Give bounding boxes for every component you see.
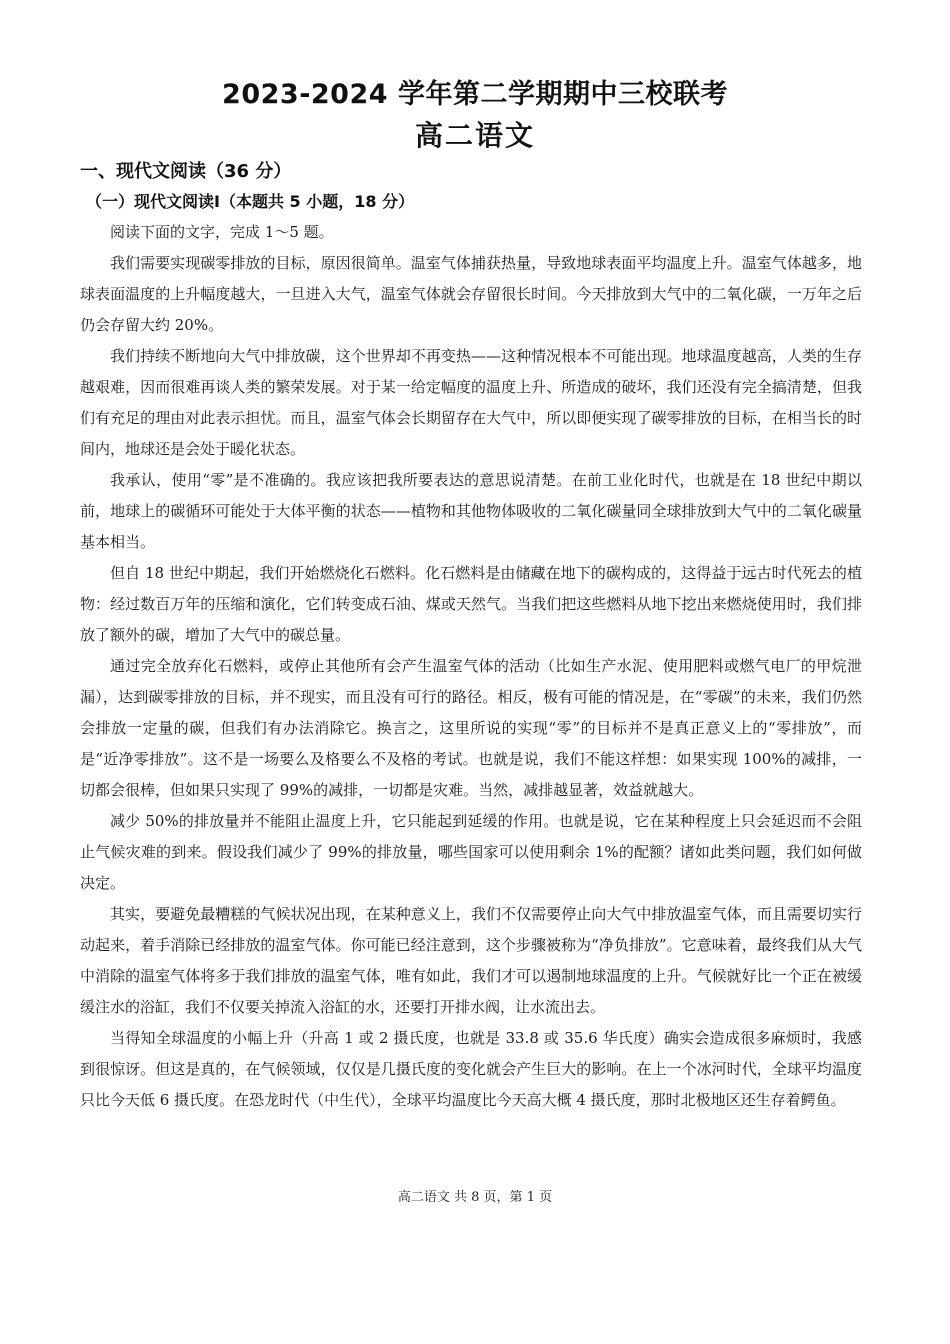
passage-paragraph: 当得知全球温度的小幅上升（升高 1 或 2 摄氏度，也就是 33.8 或 35.6 华氏度）确实会造成很多麻烦时，我感到很惊讶。但这是真的，在气候领域，仅仅是几摄氏度的变化就会产生巨大的影响。在上一个冰河时代，全球平均温度只比今天低 6 摄氏度。在恐龙时代（中生代），全球平均温度比今天高大概 4 摄氏度，那时北极地区还生存着鳄鱼。 <box>80 1029 862 1109</box>
passage-paragraph: 我承认，使用“零”是不准确的。我应该把我所要表达的意思说清楚。在前工业化时代，也就是在 18 世纪中期以前，地球上的碳循环可能处于大体平衡的状态——植物和其他物体吸收的二氧化碳量同全球排放到大气中的二氧化碳量基本相当。 <box>80 471 862 551</box>
exam-title: 2023-2024 学年第二学期期中三校联考 <box>222 79 728 110</box>
section-heading: 一、现代文阅读（36 分） <box>80 161 292 182</box>
passage-paragraph: 通过完全放弃化石燃料，或停止其他所有会产生温室气体的活动（比如生产水泥、使用肥料或燃气电厂的甲烷泄漏），达到碳零排放的目标，并不现实，而且没有可行的路径。相反，极有可能的情况是，在“零碳”的未来，我们仍然会排放一定量的碳，但我们有办法消除它。换言之，这里所说的实现“零”的目标并不是真正意义上的“零排放”，而是“近净零排放”。这不是一场要么及格要么不及格的考试。也就是说，我们不能这样想：如果实现 100%的减排，一切都会很棒，但如果只实现了 99%的减排，一切都是灾难。当然，减排越显著，效益就越大。 <box>80 657 862 799</box>
reading-passage <box>80 217 862 1116</box>
exam-subject: 高二语文 <box>414 119 535 152</box>
passage-paragraph: 减少 50%的排放量并不能阻止温度上升，它只能起到延缓的作用。也就是说，它在某种程度上只会延迟而不会阻止气候灾难的到来。假设我们减少了 99%的排放量，哪些国家可以使用剩余 1%的配额？诸如此类问题，我们如何做决定。 <box>80 812 862 892</box>
passage-paragraph: 其实，要避免最糟糕的气候状况出现，在某种意义上，我们不仅需要停止向大气中排放温室气体，而且需要切实行动起来，着手消除已经排放的温室气体。你可能已经注意到，这个步骤被称为“净负排放”。它意味着，最终我们从大气中消除的温室气体将多于我们排放的温室气体，唯有如此，我们才可以遏制地球温度的上升。气候就好比一个正在被缓缓注水的浴缸，我们不仅要关掉流入浴缸的水，还要打开排水阀，让水流出去。 <box>80 905 862 1016</box>
page-footer: 高二语文 共 8 页，第 1 页 <box>397 1190 553 1205</box>
subsection-heading: （一）现代文阅读Ⅰ（本题共 5 小题，18 分） <box>86 192 415 211</box>
instruction-text: 阅读下面的文字，完成 1～5 题。 <box>110 223 334 241</box>
passage-paragraph: 我们需要实现碳零排放的目标，原因很简单。温室气体捕获热量，导致地球表面平均温度上升。温室气体越多，地球表面温度的上升幅度越大，一旦进入大气，温室气体就会存留很长时间。今天排放到大气中的二氧化碳，一万年之后仍会存留大约 20%。 <box>80 254 862 334</box>
passage-paragraph: 我们持续不断地向大气中排放碳，这个世界却不再变热——这种情况根本不可能出现。地球温度越高，人类的生存越艰难，因而很难再谈人类的繁荣发展。对于某一给定幅度的温度上升、所造成的破坏，我们还没有完全搞清楚，但我们有充足的理由对此表示担忧。而且，温室气体会长期留存在大气中，所以即便实现了碳零排放的目标，在相当长的时间内，地球还是会处于暖化状态。 <box>80 347 862 458</box>
passage-paragraph: 但自 18 世纪中期起，我们开始燃烧化石燃料。化石燃料是由储藏在地下的碳构成的，这得益于远古时代死去的植物：经过数百万年的压缩和演化，它们转变成石油、煤或天然气。当我们把这些燃料从地下挖出来燃烧使用时，我们排放了额外的碳，增加了大气中的碳总量。 <box>80 564 862 644</box>
